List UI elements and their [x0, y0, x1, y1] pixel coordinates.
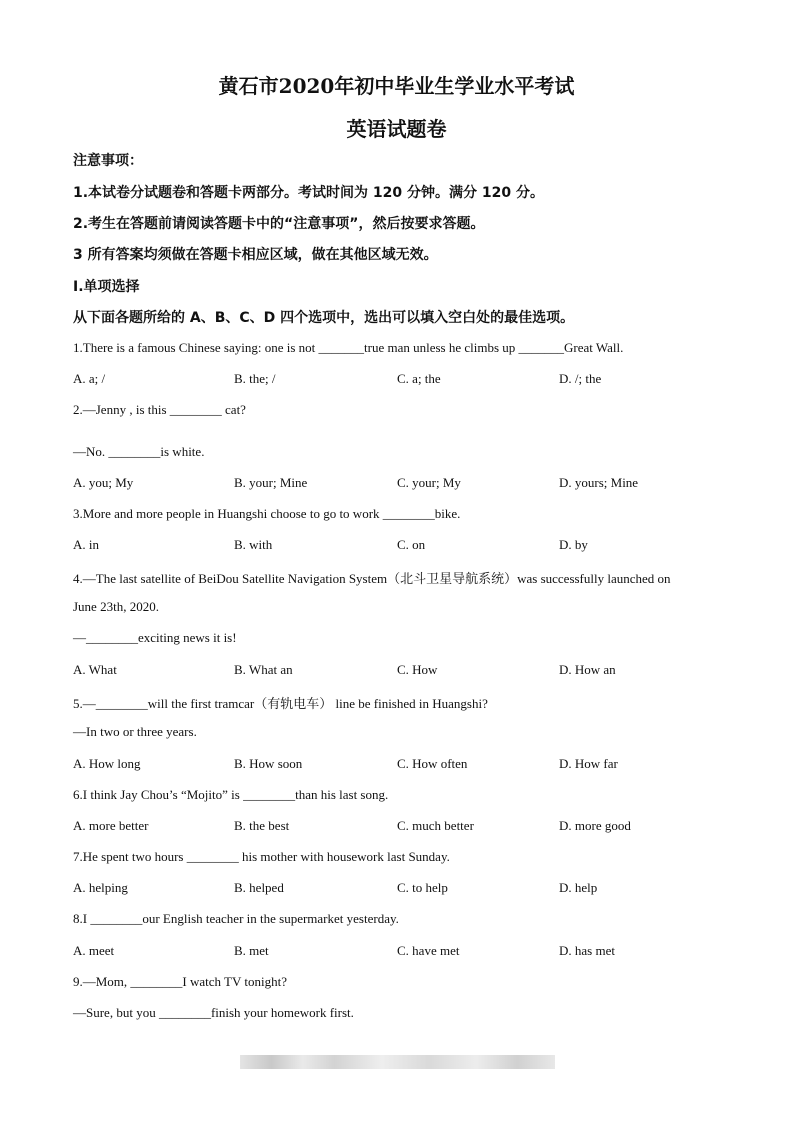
question-9-text: 9.—Mom, ________I watch TV tonight?: [73, 974, 288, 989]
question-4-reply: —________exciting news it is!: [73, 630, 237, 645]
question-4-text: 4.—The last satellite of BeiDou Satellite Navigation System（北斗卫星导航系统）was successfully launched on: [73, 571, 671, 586]
option-c: C. How often: [397, 756, 468, 771]
question-8-options: [73, 943, 733, 961]
question-1-text: 1.There is a famous Chinese saying: one is not _______true man unless he climbs up _______Great Wall.: [73, 340, 624, 355]
option-a: A. meet: [73, 943, 115, 958]
option-a: A. you; My: [73, 475, 134, 490]
option-c: C. a; the: [397, 371, 441, 386]
option-d: D. more good: [559, 818, 631, 833]
option-a: A. What: [73, 662, 117, 677]
question-5-text: 5.—________will the first tramcar（有轨电车） line be finished in Huangshi?: [73, 696, 488, 711]
option-c: C. on: [397, 537, 426, 552]
question-5-reply: —In two or three years.: [73, 724, 197, 739]
option-d: D. How far: [559, 756, 618, 771]
option-a: A. How long: [73, 756, 141, 771]
question-3-options: [73, 537, 733, 555]
question-6-options: [73, 818, 733, 836]
option-a: A. helping: [73, 880, 128, 895]
option-c: C. How: [397, 662, 438, 677]
option-b: B. met: [234, 943, 269, 958]
question-2-text: 2.—Jenny , is this ________ cat?: [73, 402, 246, 417]
question-9-reply: —Sure, but you ________finish your homework first.: [73, 1005, 354, 1020]
option-c: C. have met: [397, 943, 460, 958]
question-3-text: 3.More and more people in Huangshi choose to go to work ________bike.: [73, 506, 461, 521]
question-8-text: 8.I ________our English teacher in the supermarket yesterday.: [73, 911, 399, 926]
question-7-options: [73, 880, 733, 898]
option-b: B. helped: [234, 880, 284, 895]
note-item-1: 1.本试卷分试题卷和答题卡两部分。考试时间为 120 分钟。满分 120 分。: [73, 185, 545, 201]
option-b: B. with: [234, 537, 273, 552]
option-b: B. What an: [234, 662, 293, 677]
option-b: B. the best: [234, 818, 290, 833]
question-2-reply: —No. ________is white.: [73, 444, 205, 459]
option-a: A. in: [73, 537, 99, 552]
option-b: B. How soon: [234, 756, 303, 771]
exam-subtitle: 英语试题卷: [346, 117, 447, 141]
section-title: I.单项选择: [73, 279, 140, 295]
exam-title: 黄石市2020年初中毕业生学业水平考试: [218, 74, 575, 98]
question-4-date: June 23th, 2020.: [73, 599, 159, 614]
option-b: B. the; /: [234, 371, 276, 386]
notes-heading: 注意事项：: [73, 153, 143, 169]
question-7-text: 7.He spent two hours ________ his mother with housework last Sunday.: [73, 849, 450, 864]
note-item-3: 3 所有答案均须做在答题卡相应区域，做在其他区域无效。: [73, 247, 438, 263]
option-d: D. help: [559, 880, 598, 895]
option-d: D. has met: [559, 943, 615, 958]
option-d: D. /; the: [559, 371, 602, 386]
option-a: A. more better: [73, 818, 149, 833]
question-5-options: [73, 756, 733, 774]
note-item-2: 2.考生在答题前请阅读答题卡中的“注意事项”，然后按要求答题。: [73, 216, 485, 232]
option-d: D. How an: [559, 662, 616, 677]
option-b: B. your; Mine: [234, 475, 308, 490]
option-c: C. to help: [397, 880, 448, 895]
question-4-options: [73, 662, 733, 680]
option-c: C. your; My: [397, 475, 461, 490]
option-d: D. yours; Mine: [559, 475, 639, 490]
section-instruction: 从下面各题所给的 A、B、C、D 四个选项中，选出可以填入空白处的最佳选项。: [73, 310, 575, 326]
option-d: D. by: [559, 537, 588, 552]
option-a: A. a; /: [73, 371, 106, 386]
blurred-footer-watermark: [240, 1055, 555, 1069]
option-c: C. much better: [397, 818, 474, 833]
question-1-options: [73, 371, 733, 389]
question-2-options: [73, 475, 733, 493]
question-6-text: 6.I think Jay Chou’s “Mojito” is ________than his last song.: [73, 787, 389, 802]
